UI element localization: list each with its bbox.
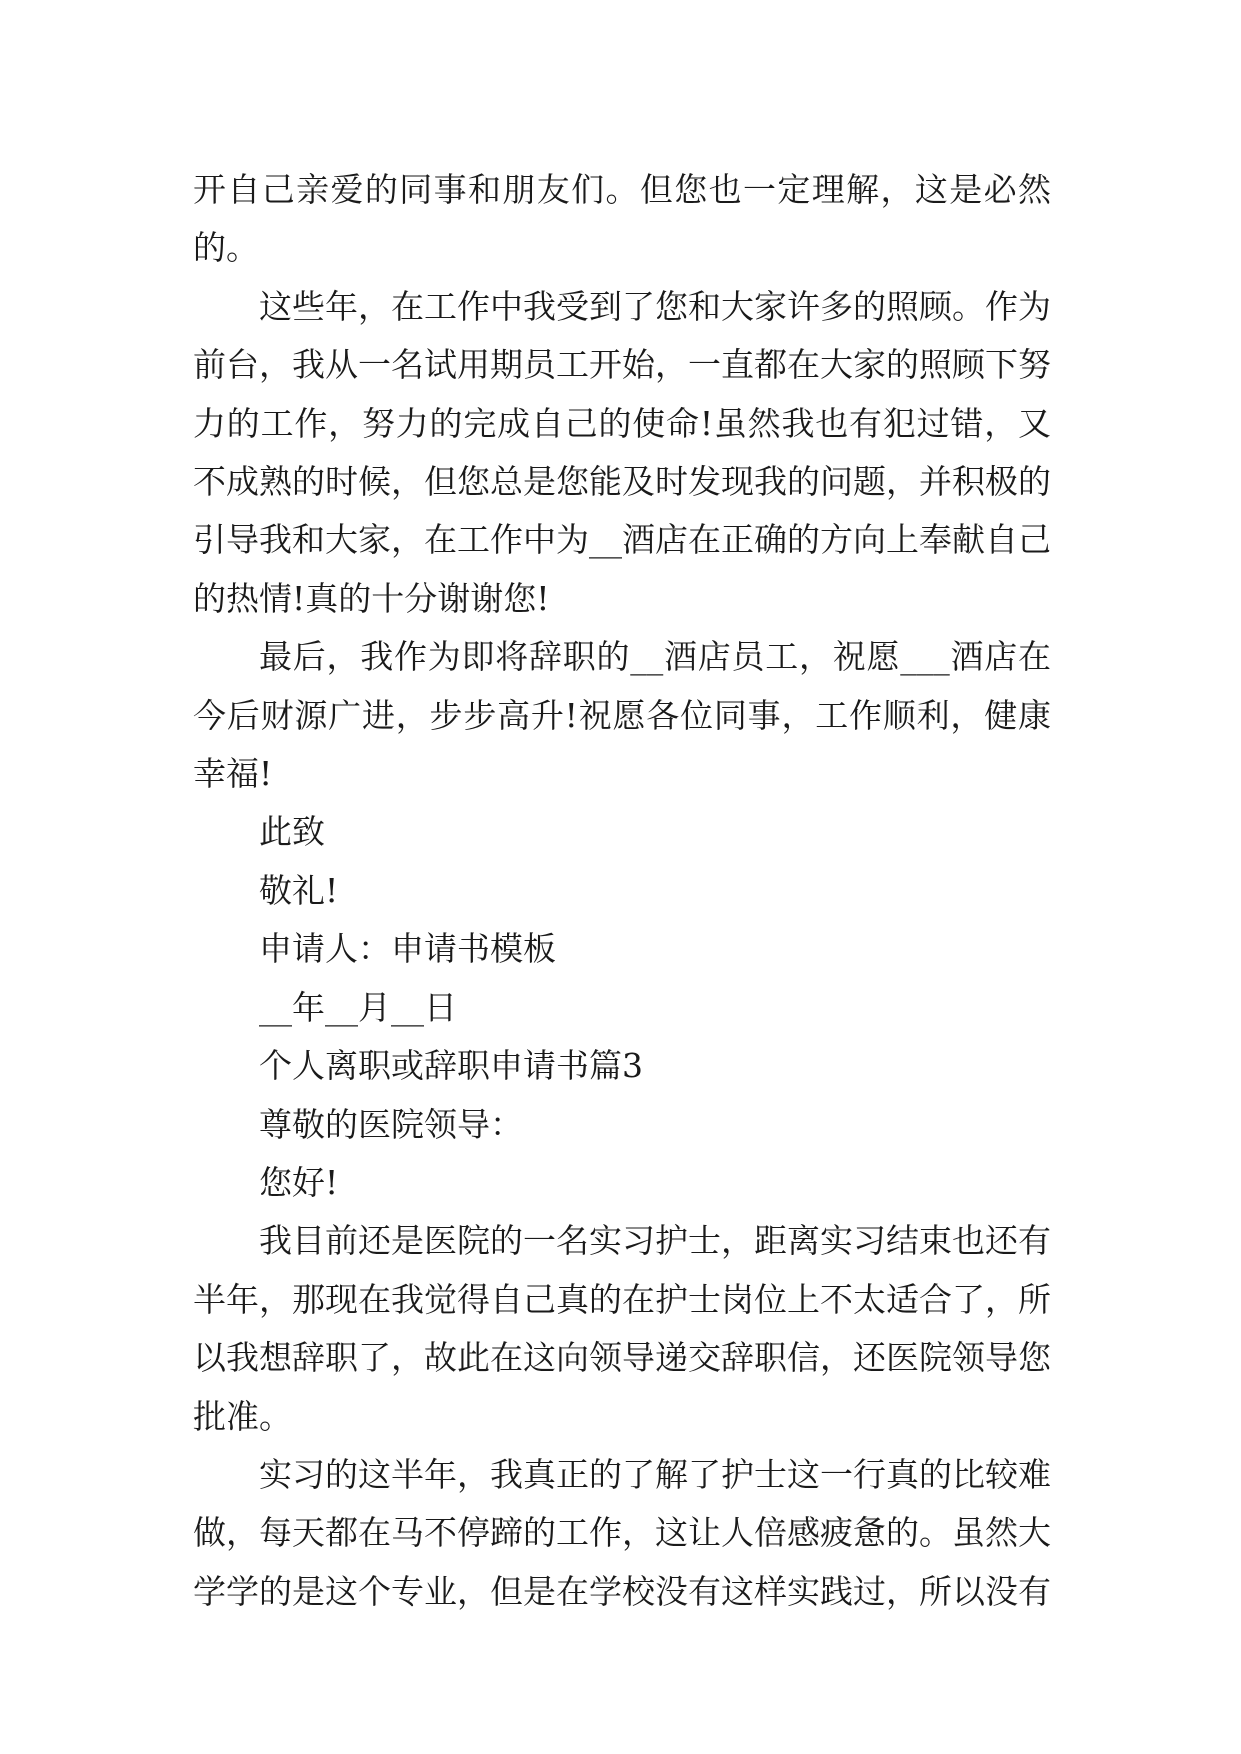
paragraph-experience: 实习的这半年，我真正的了解了护士这一行真的比较难做，每天都在马不停蹄的工作，这让人倍感疲惫的。虽然大学学的是这个专业，但是在学校没有这样实践过，所以没有 xyxy=(193,1454,1051,1611)
paragraph-wishes: 最后，我作为即将辞职的__酒店员工，祝愿___酒店在今后财源广进，步步高升!祝愿各位同事，工作顺利，健康幸福! xyxy=(193,637,1051,794)
paragraph-intro: 我目前还是医院的一名实习护士，距离实习结束也还有半年，那现在我觉得自己真的在护士岗位上不太适合了，所以我想辞职了，故此在这向领导递交辞职信，还医院领导您批准。 xyxy=(193,1221,1051,1436)
paragraph-thanks: 这些年，在工作中我受到了您和大家许多的照顾。作为前台，我从一名试用期员工开始，一直都在大家的照顾下努力的工作，努力的完成自己的使命!虽然我也有犯过错，又不成熟的时候，但您总是您能及时发现我的问题，并积极的引导我和大家，在工作中为__酒店在正确的方向上奉献自己的热情!真的十分谢谢您! xyxy=(193,286,1051,618)
greeting-recipient: 尊敬的医院领导： xyxy=(259,1104,523,1144)
greeting-hello: 您好! xyxy=(259,1162,339,1202)
closing-salutation: 此致 xyxy=(259,812,325,852)
section-title: 个人离职或辞职申请书篇3 xyxy=(259,1046,643,1086)
document-body xyxy=(193,161,1051,1621)
closing-regards: 敬礼! xyxy=(259,870,339,910)
applicant-signature: 申请人：申请书模板 xyxy=(259,929,556,969)
paragraph-continuation: 开自己亲爱的同事和朋友们。但您也一定理解，这是必然的。 xyxy=(193,170,1051,268)
date-line: __年__月__日 xyxy=(259,987,457,1027)
